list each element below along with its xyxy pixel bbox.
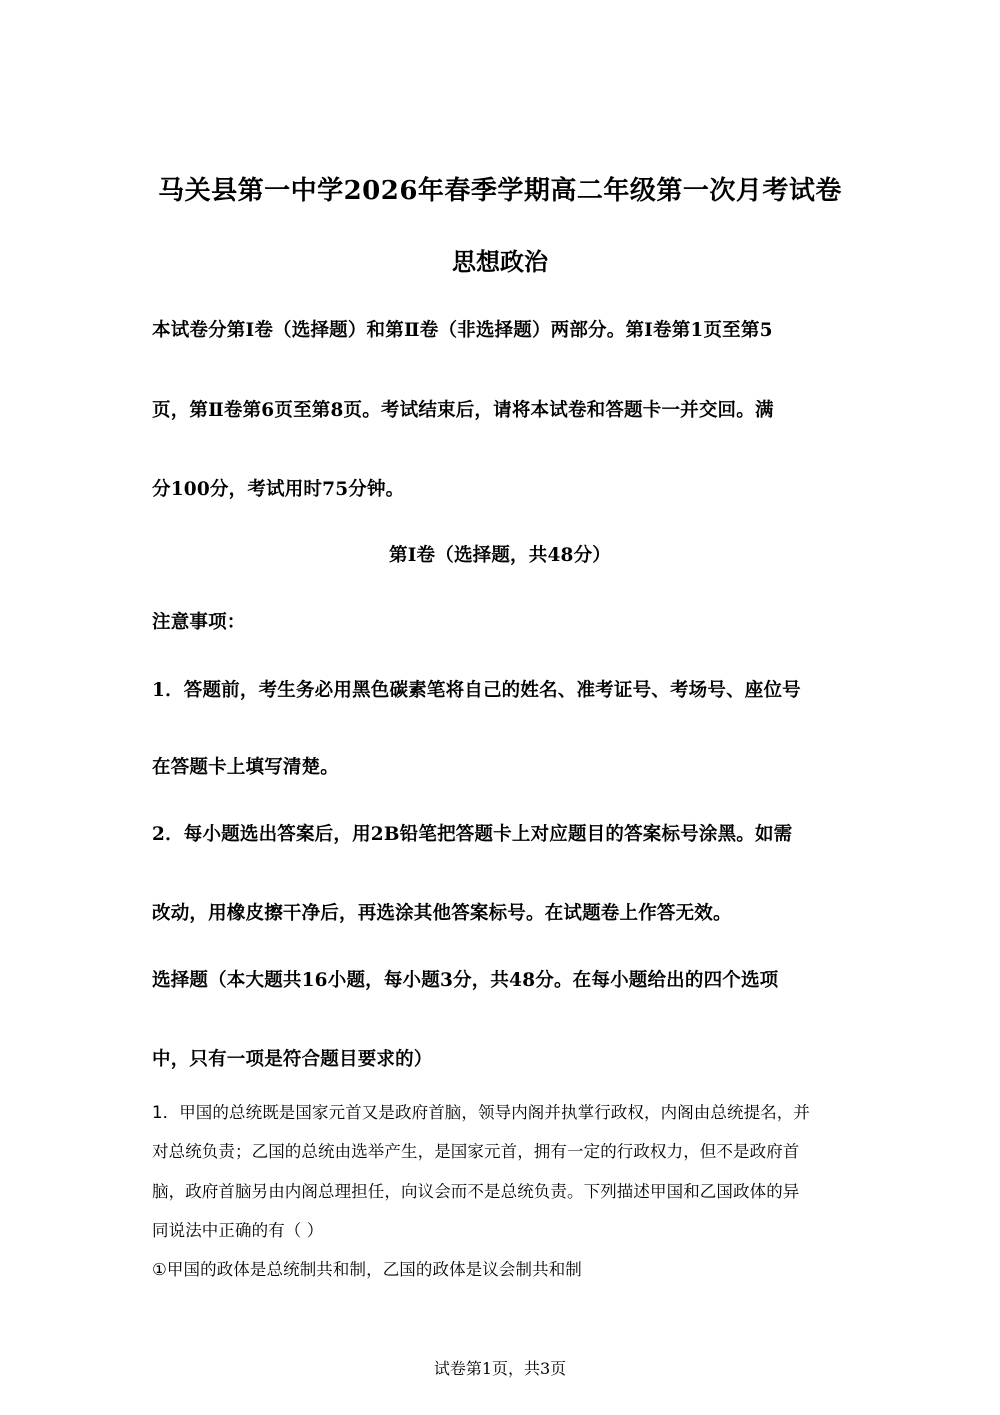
- note-item-1-line-2: 在答题卡上填写清楚。: [152, 757, 340, 778]
- exam-title: 马关县第一中学2026年春季学期高二年级第一次月考试卷: [158, 176, 842, 206]
- intro-line-2: 页，第Ⅱ卷第6页至第8页。考试结束后，请将本试卷和答题卡一并交回。满: [152, 400, 774, 421]
- intro-line-3: 分100分，考试用时75分钟。: [152, 479, 405, 500]
- question-1-line-2: 对总统负责；乙国的总统由选举产生，是国家元首，拥有一定的行政权力，但不是政府首: [152, 1142, 800, 1161]
- note-item-1-line-1: 1．答题前，考生务必用黑色碳素笔将自己的姓名、准考证号、考场号、座位号: [152, 680, 801, 701]
- section1-heading: 第Ⅰ卷（选择题，共48分）: [389, 545, 611, 566]
- notes-heading: 注意事项：: [152, 612, 246, 633]
- choice-section-line-1: 选择题（本大题共16小题，每小题3分，共48分。在每小题给出的四个选项: [152, 970, 779, 991]
- question-1-option-1: ①甲国的政体是总统制共和制，乙国的政体是议会制共和制: [152, 1260, 582, 1279]
- exam-subject: 思想政治: [452, 247, 548, 276]
- question-1-line-4: 同说法中正确的有（ ）: [152, 1221, 324, 1240]
- intro-line-1: 本试卷分第Ⅰ卷（选择题）和第Ⅱ卷（非选择题）两部分。第Ⅰ卷第1页至第5: [152, 320, 773, 341]
- choice-section-line-2: 中，只有一项是符合题目要求的）: [152, 1049, 433, 1070]
- question-1-line-1: 1．甲国的总统既是国家元首又是政府首脑，领导内阁并执掌行政权，内阁由总统提名，并: [152, 1103, 810, 1122]
- note-item-2-line-2: 改动，用橡皮擦干净后，再选涂其他答案标号。在试题卷上作答无效。: [152, 903, 732, 924]
- question-1-line-3: 脑，政府首脑另由内阁总理担任，向议会而不是总统负责。下列描述甲国和乙国政体的异: [152, 1182, 800, 1201]
- note-item-2-line-1: 2．每小题选出答案后，用2B铅笔把答题卡上对应题目的答案标号涂黑。如需: [152, 824, 793, 845]
- page-footer: 试卷第1页，共3页: [433, 1359, 567, 1378]
